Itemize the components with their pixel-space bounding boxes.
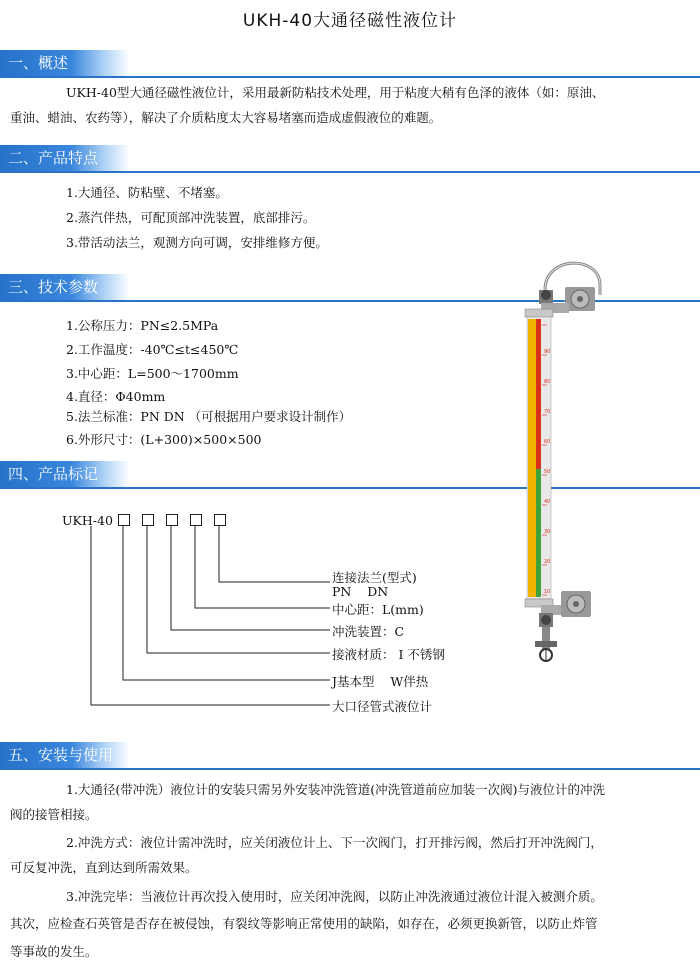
param-item: 4.直径：Φ40mm	[66, 389, 166, 404]
marking-label-flush: 冲洗装置：C	[332, 624, 405, 639]
section-heading-features: 二、产品特点	[0, 145, 130, 171]
gauge-scale-label: 90	[544, 349, 551, 355]
feature-item: 3.带活动法兰，观测方向可调，安排维修方便。	[66, 235, 328, 250]
install-line: 3.冲洗完毕：当液位计再次投入使用时，应关闭冲洗阀，以防止冲洗液通过液位计混入被测介质。	[66, 889, 603, 904]
param-item: 2.工作温度：-40℃≤t≤450℃	[66, 342, 239, 357]
overview-line-2: 重油、蜡油、农药等），解决了介质粘度太大容易堵塞而造成虚假液位的难题。	[10, 110, 442, 125]
marking-label-pn-dn: PN DN	[332, 584, 389, 599]
param-item: 6.外形尺寸：(L+300)×500×500	[66, 432, 262, 447]
param-item: 5.法兰标准：PN DN （可根据用户要求设计制作）	[66, 409, 352, 424]
overview-line-1: UKH-40型大通径磁性液位计，采用最新防粘技术处理，用于粘度大稍有色泽的液体（如：原油、	[66, 85, 605, 100]
feature-item: 1.大通径、防粘壁、不堵塞。	[66, 185, 228, 200]
section-divider	[0, 768, 700, 770]
section-heading-marking: 四、产品标记	[0, 461, 130, 487]
marking-label-name: 大口径管式液位计	[332, 699, 433, 714]
section-heading-install: 五、安装与使用	[0, 742, 130, 768]
gauge-scale-label: 60	[544, 439, 551, 445]
feature-item: 2.蒸汽伴热，可配顶部冲洗装置，底部排污。	[66, 210, 316, 225]
gauge-scale-label: 50	[544, 469, 551, 475]
page-title: UKH-40大通径磁性液位计	[242, 11, 458, 31]
install-line: 其次，应检查石英管是否存在被侵蚀，有裂纹等影响正常使用的缺陷，如存在，必须更换新管，以防止炸管	[10, 916, 598, 931]
section-heading-params: 三、技术参数	[0, 274, 130, 300]
marking-label-material: 接液材质： I 不锈钢	[332, 647, 445, 662]
param-item: 1.公称压力：PN≤2.5MPa	[66, 318, 219, 333]
install-line: 1.大通径(带冲洗）液位计的安装只需另外安装冲洗管道(冲洗管道前应加装一次阀)与液位计的冲洗	[66, 782, 606, 797]
section-heading-overview: 一、概述	[0, 50, 130, 76]
marking-label-center-distance: 中心距：L(mm)	[332, 602, 424, 617]
model-code: UKH-40	[62, 513, 113, 528]
gauge-scale-label: 20	[544, 559, 551, 565]
gauge-scale-label: 30	[544, 529, 551, 535]
param-item: 3.中心距：L=500～1700mm	[66, 366, 239, 381]
gauge-scale-label: 40	[544, 499, 551, 505]
gauge-scale-label: 70	[544, 409, 551, 415]
gauge-scale-label: 10	[544, 589, 551, 595]
gauge-scale-label: 80	[544, 379, 551, 385]
install-line: 可反复冲洗，直到达到所需效果。	[10, 860, 198, 875]
marking-label-flange: 连接法兰(型式)	[332, 570, 417, 585]
level-gauge-illustration	[505, 255, 615, 675]
install-line: 等事故的发生。	[10, 944, 98, 959]
marking-label-type: J基本型 W伴热	[332, 674, 429, 689]
install-line: 2.冲洗方式：液位计需冲洗时，应关闭液位计上、下一次阀门，打开排污阀，然后打开冲洗阀门，	[66, 835, 603, 850]
install-line: 阀的接管相接。	[10, 807, 98, 822]
